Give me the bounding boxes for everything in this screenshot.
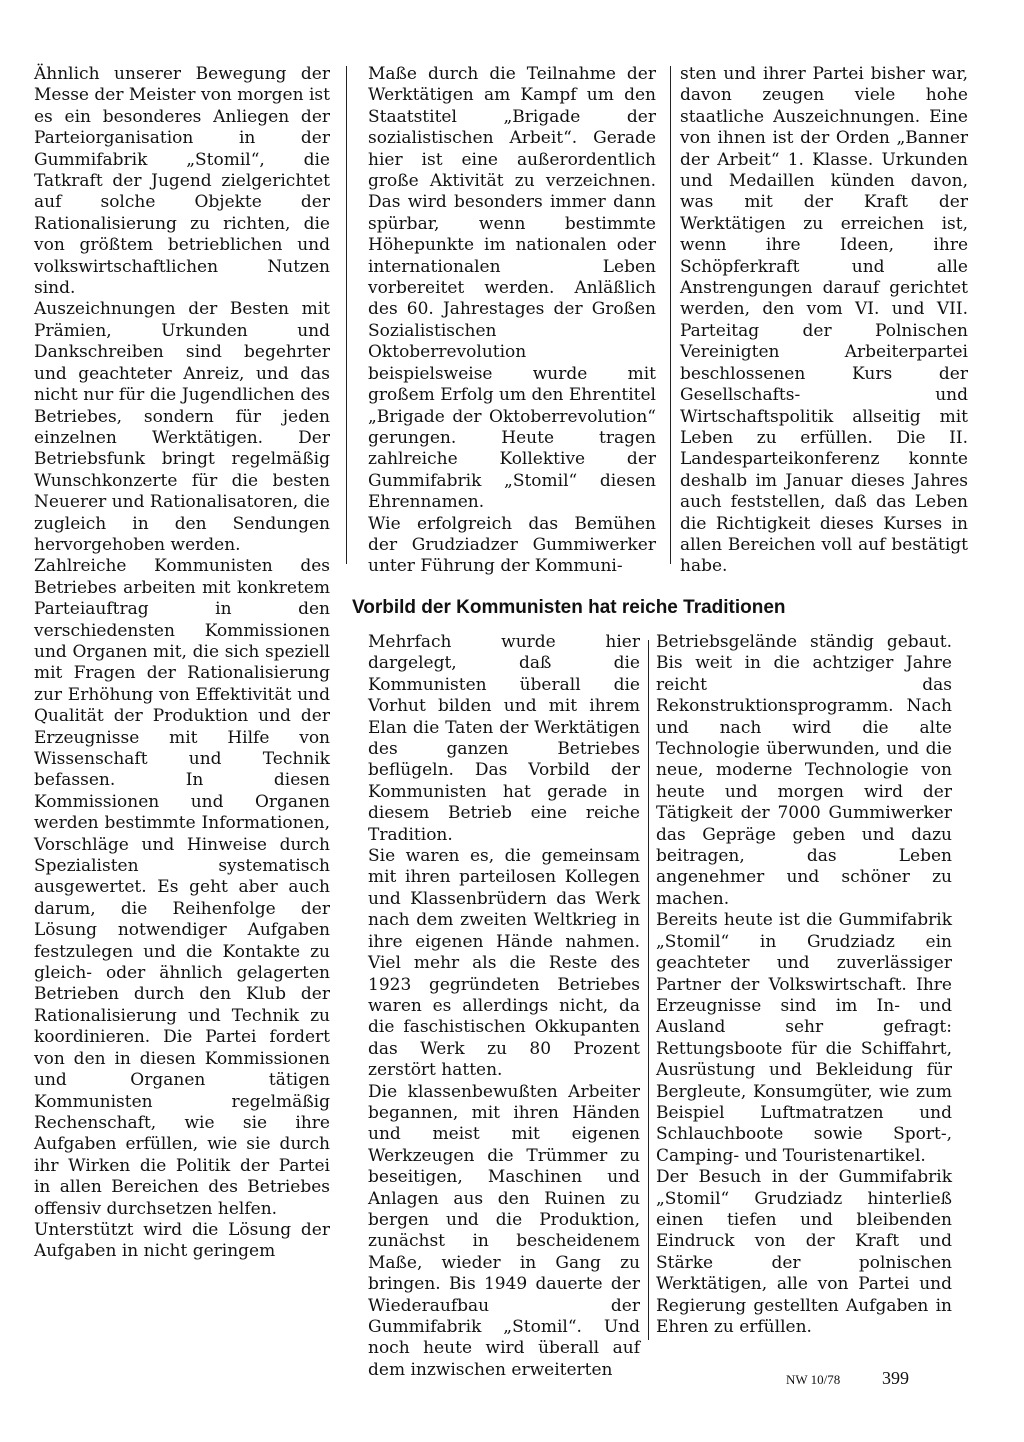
paragraph: Bereits heute ist die Gummifabrik „Stomil“ in Grudziadz ein geachteter und zuverlässiger Partner der Volkswirtschaft. Ihre Erzeugnisse sind im In- und Ausland sehr gefragt: Rettungsboote für die Schiffahrt, Ausrüstung und Bekleidung für Bergleute, Konsumgüter, wie zum Beispiel Luftmatratzen und Schlauchboote sowie Sport-, Camping- und Touristenartikel. <box>656 910 952 1166</box>
paragraph: Zahlreiche Kommunisten des Betriebes arbeiten mit konkretem Parteiauftrag in den verschiedensten Kommissionen und Organen mit, die sich speziell mit Fragen der Rationalisierung zur Erhöhung von Effektivität und Qualität der Produktion und der Erzeugnisse mit Hilfe von Wissenschaft und Technik befassen. In diesen Kommissionen und Organen werden bestimmte Informationen, Vorschläge und Hinweise durch Spezialisten systematisch ausgewertet. Es geht aber auch darum, die Reihenfolge der Lösung notwendiger Aufgaben festzulegen und die Kontakte zu gleich- oder ähnlich gelagerten Betrieben durch den Klub der Rationalisierung und Technik zu koordinieren. Die Partei fordert von den in diesen Kommissionen und Organen tätigen Kommunisten regelmäßig Rechenschaft, wie sie ihre Aufgaben erfüllen, wie sie durch ihr Wirken die Politik der Partei in allen Bereichen des Betriebes offensiv durchsetzen helfen. <box>34 556 330 1219</box>
paragraph: Die klassenbewußten Arbeiter begannen, mit ihren Händen und meist mit eigenen Werkzeugen die Trümmer zu beseitigen, Maschinen und Anlagen aus den Ruinen zu bergen und die Produktion, zunächst in bescheidenem Maße, wieder in Gang zu bringen. Bis 1949 dauerte der Wiederaufbau der Gummifabrik „Stomil“. Und noch heute wird überall auf dem inzwischen erweiterten <box>368 1081 640 1380</box>
column-divider <box>346 66 347 564</box>
paragraph: Wie erfolgreich das Bemühen der Grudziadzer Gummiwerker unter Führung der Kommuni- <box>368 513 656 577</box>
paragraph: Der Besuch in der Gummifabrik „Stomil“ Grudziadz hinterließ einen tiefen und bleibenden Eindruck von der Kraft und Stärke der polnischen Werktätigen, alle von Partei und Regierung gestellten Aufgaben in Ehren zu erfüllen. <box>656 1167 952 1337</box>
section-headline: Vorbild der Kommunisten hat reiche Traditionen <box>352 597 786 618</box>
paragraph: Ähnlich unserer Bewegung der Messe der Meister von morgen ist es ein besonderes Anliegen der Parteiorganisation in der Gummifabrik „Stomil“, die Tatkraft der Jugend zielgerichtet auf solche Objekte der Rationalisierung zu richten, die von größtem betrieblichen und volkswirtschaftlichen Nutzen sind. <box>34 64 330 299</box>
text-column-3 <box>680 64 968 577</box>
paragraph: Unterstützt wird die Lösung der Aufgaben in nicht geringem <box>34 1219 330 1262</box>
text-column-2 <box>368 64 656 577</box>
paragraph: sten und ihrer Partei bisher war, davon zeugen viele hohe staatliche Auszeichnungen. Eine von ihnen ist der Orden „Banner der Arbeit“ 1. Klasse. Urkunden und Medaillen künden davon, was mit der Kraft der Werktätigen zu erreichen ist, wenn ihre Ideen, ihre Schöpferkraft und alle Anstrengungen darauf gerichtet werden, den vom VI. und VII. Parteitag der Polnischen Vereinigten Arbeiterpartei beschlossenen Kurs der Gesellschafts- und Wirtschaftspolitik allseitig mit Leben zu erfüllen. Die II. Landesparteikonferenz konnte deshalb im Januar dieses Jahres auch feststellen, daß das Leben die Richtigkeit dieses Kurses in allen Bereichen voll auf bestätigt habe. <box>680 64 968 577</box>
column-divider <box>648 640 649 1340</box>
column-divider <box>670 66 671 564</box>
paragraph: Sie waren es, die gemeinsam mit ihren parteilosen Kollegen und Klassenbrüdern das Werk nach dem zweiten Weltkrieg in ihre eigenen Hände nahmen. Viel mehr als die Reste des 1923 gegründeten Betriebes waren es allerdings nicht, da die faschistischen Okkupanten das Werk zu 80 Prozent zerstört hatten. <box>368 846 640 1081</box>
paragraph: Auszeichnungen der Besten mit Prämien, Urkunden und Dankschreiben sind begehrter und geachteter Anreiz, und das nicht nur für die Jugendlichen des Betriebes, sondern für jeden einzelnen Werktätigen. Der Betriebsfunk bringt regelmäßig Wunschkonzerte für die besten Neuerer und Rationalisatoren, die zugleich in den Sendungen hervorgehoben werden. <box>34 299 330 555</box>
paragraph: Mehrfach wurde hier dargelegt, daß die Kommunisten überall die Vorhut bilden und mit ihrem Elan die Taten der Werktätigen des ganzen Betriebes beflügeln. Das Vorbild der Kommunisten hat gerade in diesem Betrieb eine reiche Tradition. <box>368 632 640 845</box>
issue-reference: NW 10/78 <box>786 1372 841 1387</box>
text-column-1 <box>34 64 330 1344</box>
page-number: 399 <box>882 1368 909 1388</box>
paragraph: Betriebsgelände ständig gebaut. Bis weit in die achtziger Jahre reicht das Rekonstruktionsprogramm. Nach und nach wird die alte Technologie überwunden, und die neue, moderne Technologie von heute und morgen wird der Tätigkeit der 7000 Gummiwerker das Gepräge geben und dazu beitragen, das Leben angenehmer und schöner zu machen. <box>656 632 952 909</box>
text-column-5 <box>656 632 952 1344</box>
paragraph: Maße durch die Teilnahme der Werktätigen am Kampf um den Staatstitel „Brigade der sozialistischen Arbeit“. Gerade hier ist eine außerordentlich große Aktivität zu verzeichnen. Das wird besonders immer dann spürbar, wenn bestimmte Höhepunkte im nationalen oder internationalen Leben vorbereitet werden. Anläßlich des 60. Jahrestages der Großen Sozialistischen Oktoberrevolution beispielsweise wurde mit großem Erfolg um den Ehrentitel „Brigade der Oktoberrevolution“ gerungen. Heute tragen zahlreiche Kollektive der Gummifabrik „Stomil“ diesen Ehrennamen. <box>368 64 656 513</box>
text-column-4 <box>368 632 640 1380</box>
